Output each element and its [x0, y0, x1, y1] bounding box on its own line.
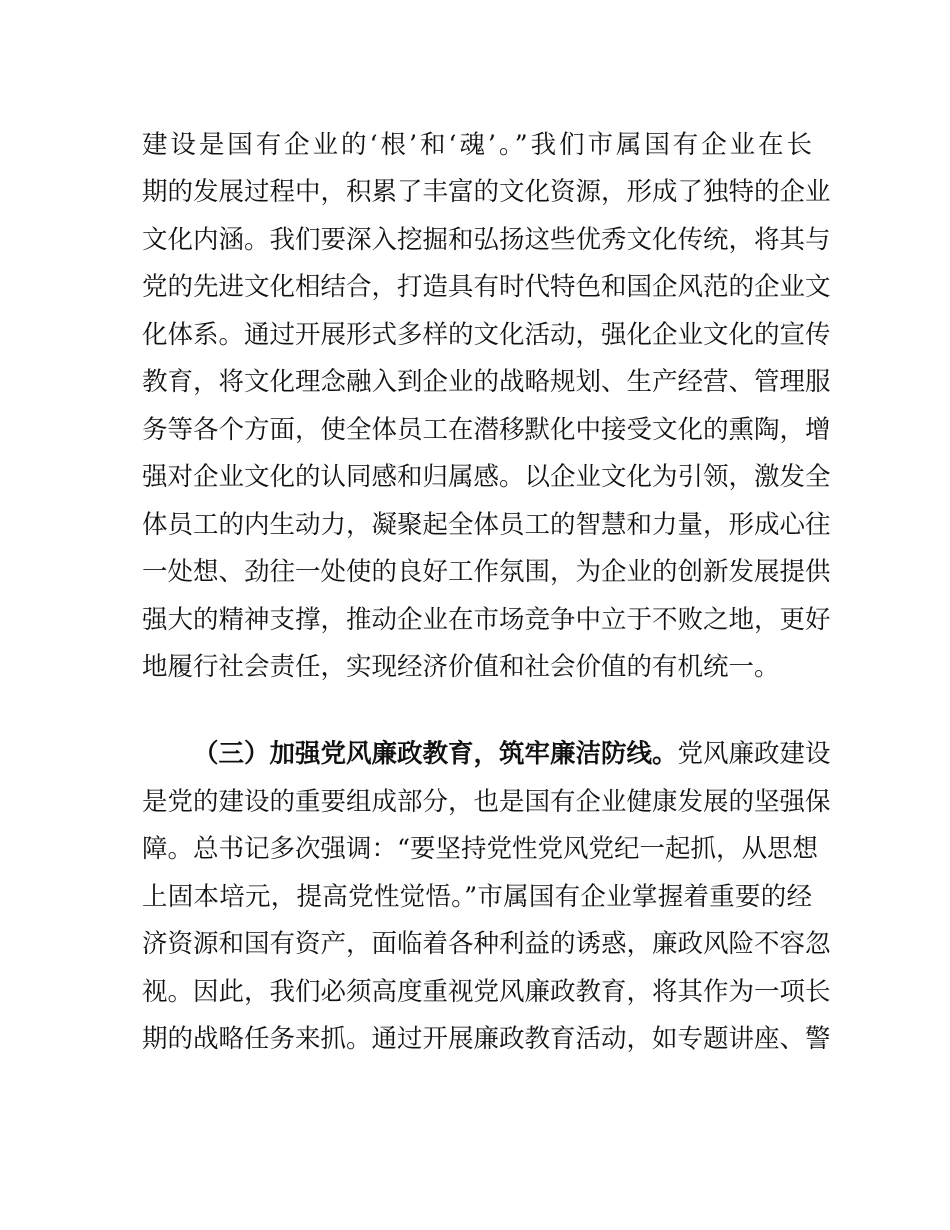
section-heading-line — [142, 734, 831, 774]
text-line: 视。因此，我们必须高度重视党风廉政教育，将其作为一项长 — [142, 977, 831, 1007]
text-line: 期的发展过程中，积累了丰富的文化资源，形成了独特的企业 — [142, 177, 831, 207]
heading-line-text: 党风廉政建设 — [677, 739, 831, 769]
text-line: 一处想、劲往一处使的良好工作氛围，为企业的创新发展提供 — [142, 557, 831, 587]
text-line: 障。总书记多次强调：“要坚持党性党风党纪一起抓，从思想 — [142, 834, 819, 864]
text-line: 党的先进文化相结合，打造具有时代特色和国企风范的企业文 — [142, 272, 831, 302]
text-line: 强对企业文化的认同感和归属感。以企业文化为引领，激发全 — [142, 462, 831, 492]
text-line: 务等各个方面，使全体员工在潜移默化中接受文化的熏陶，增 — [142, 415, 831, 445]
text-line: 强大的精神支撑，推动企业在市场竞争中立于不败之地，更好 — [142, 605, 831, 635]
section-heading: （三）加强党风廉政教育，筑牢廉洁防线。 — [193, 739, 678, 769]
text-line: 期的战略任务来抓。通过开展廉政教育活动，如专题讲座、警 — [142, 1024, 831, 1054]
text-line: 济资源和国有资产，面临着各种利益的诱惑，廉政风险不容忽 — [142, 929, 831, 959]
text-line: 是党的建设的重要组成部分，也是国有企业健康发展的坚强保 — [142, 787, 831, 817]
text-line: 体员工的内生动力，凝聚起全体员工的智慧和力量，形成心往 — [142, 510, 831, 540]
text-line: 文化内涵。我们要深入挖掘和弘扬这些优秀文化传统，将其与 — [142, 225, 831, 255]
text-line: 化体系。通过开展形式多样的文化活动，强化企业文化的宣传 — [142, 320, 831, 350]
text-line: 上固本培元，提高党性觉悟。”市属国有企业掌握着重要的经 — [142, 882, 812, 912]
text-line: 地履行社会责任，实现经济价值和社会价值的有机统一。 — [142, 652, 780, 682]
text-line: 建设是国有企业的‘根’和‘魂’。”我们市属国有企业在长 — [142, 130, 812, 160]
text-line: 教育，将文化理念融入到企业的战略规划、生产经营、管理服 — [142, 367, 831, 397]
